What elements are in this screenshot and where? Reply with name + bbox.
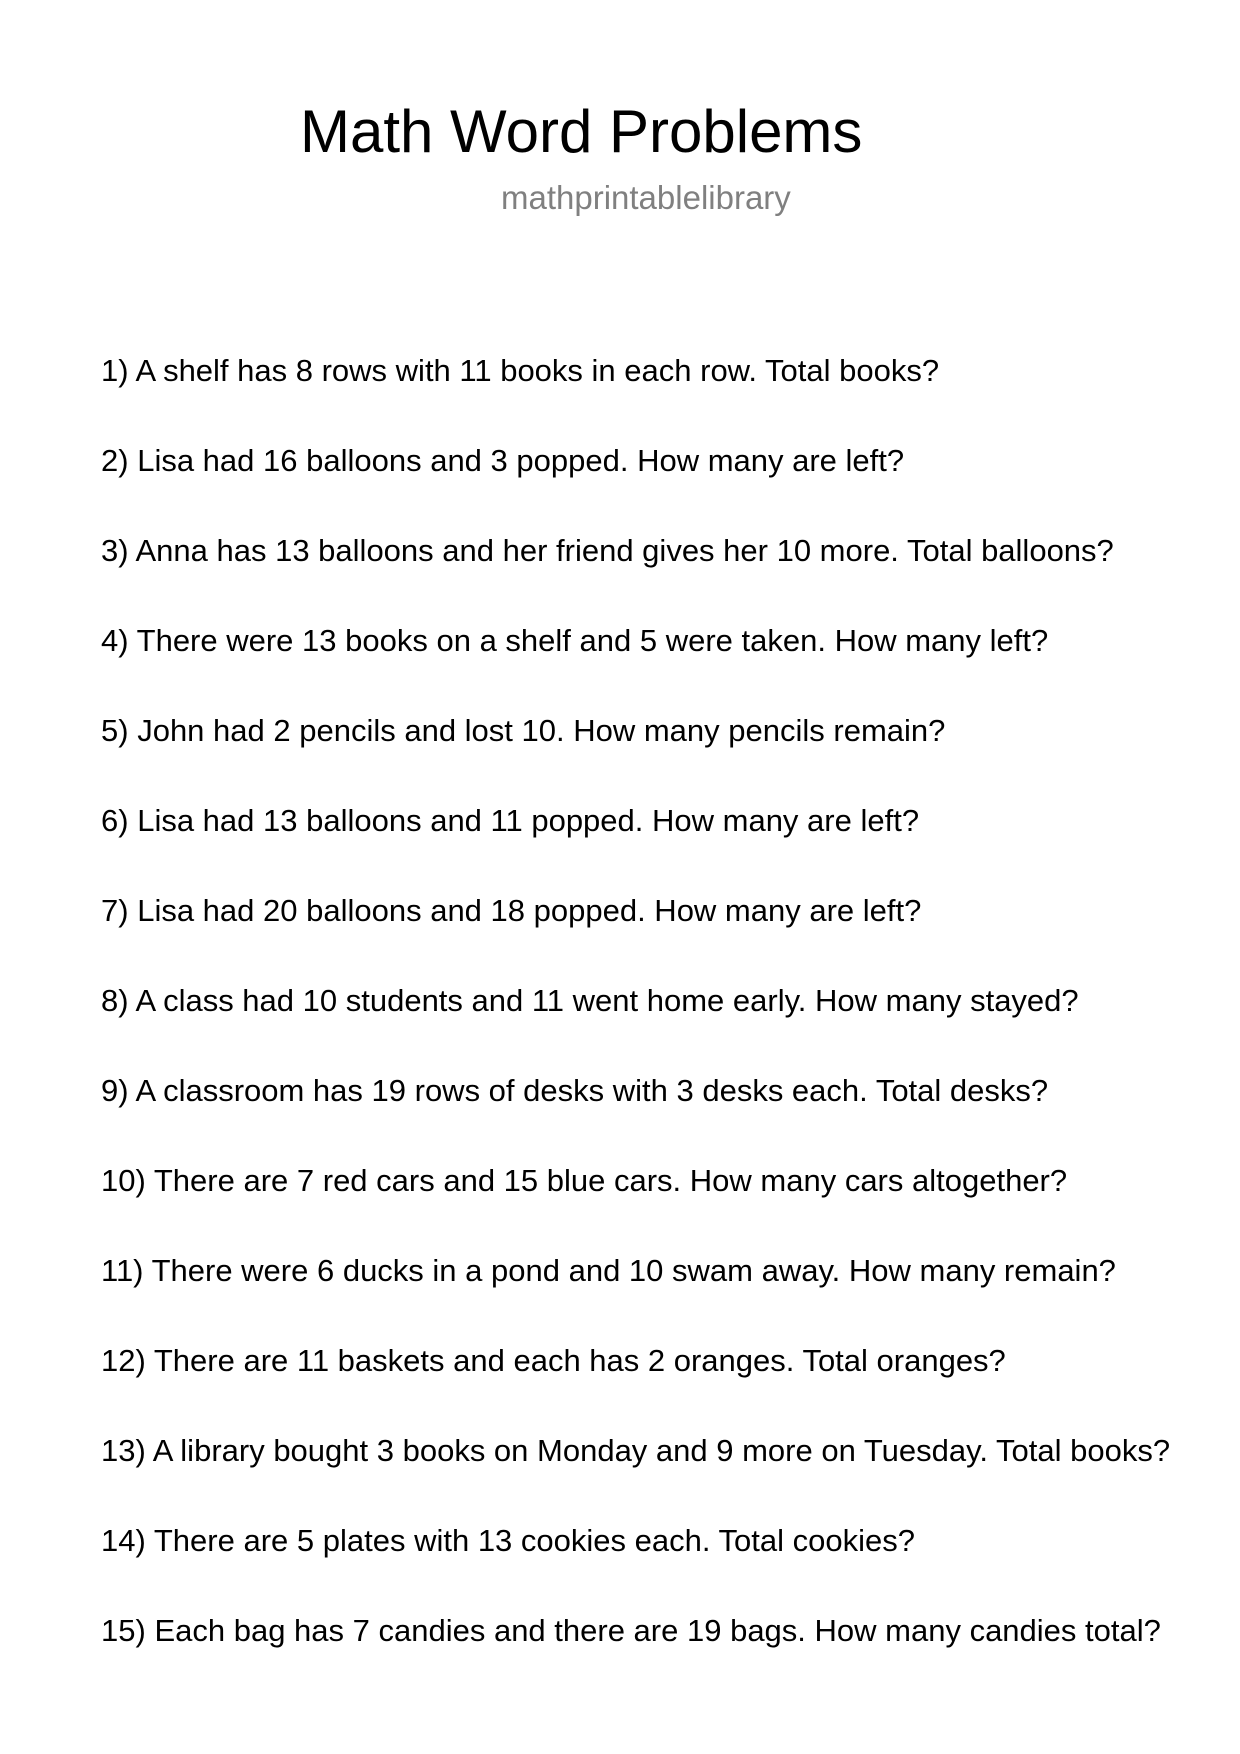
problem-text: A library bought 3 books on Monday and 9 more on Tuesday. Total books? [152,1433,1171,1468]
problem-number: 9) [101,1073,129,1108]
problem-number: 14) [101,1523,146,1558]
problem-number: 15) [101,1613,146,1648]
problem-item [101,983,1079,1019]
problem-number: 4) [101,623,129,658]
problem-text: There are 11 baskets and each has 2 oranges. Total oranges? [153,1343,1006,1378]
problem-item [101,1343,1006,1379]
problem-number: 3) [101,533,129,568]
problem-item [101,1073,1048,1109]
problem-text: A shelf has 8 rows with 11 books in each row. Total books? [135,353,940,388]
problem-number: 12) [101,1343,146,1378]
problem-item [101,1253,1116,1289]
problem-text: A class had 10 students and 11 went home early. How many stayed? [135,983,1079,1018]
problem-number: 6) [101,803,129,838]
problem-item [101,803,919,839]
problem-item [101,893,921,929]
problem-text: Lisa had 20 balloons and 18 popped. How many are left? [137,893,922,928]
problem-number: 8) [101,983,129,1018]
problem-number: 11) [101,1253,144,1288]
problem-text: Lisa had 16 balloons and 3 popped. How many are left? [137,443,905,478]
problem-text: Anna has 13 balloons and her friend gives her 10 more. Total balloons? [135,533,1114,568]
problem-text: Lisa had 13 balloons and 11 popped. How many are left? [137,803,920,838]
problem-item [101,1523,915,1559]
page-subtitle: mathprintablelibrary [501,179,791,216]
problem-number: 5) [101,713,129,748]
problem-text: Each bag has 7 candies and there are 19 bags. How many candies total? [154,1613,1161,1648]
problem-number: 13) [101,1433,146,1468]
page-title: Math Word Problems [300,98,863,165]
problem-text: John had 2 pencils and lost 10. How many pencils remain? [137,713,946,748]
problem-item [101,443,904,479]
problem-item [101,353,939,389]
problem-number: 1) [101,353,129,388]
problem-number: 7) [101,893,129,928]
problem-text: There are 5 plates with 13 cookies each. Total cookies? [153,1523,915,1558]
problem-text: There are 7 red cars and 15 blue cars. How many cars altogether? [153,1163,1068,1198]
problem-number: 2) [101,443,129,478]
problem-item [101,623,1048,659]
problem-text: There were 13 books on a shelf and 5 were taken. How many left? [136,623,1049,658]
problem-item [101,1433,1170,1469]
problem-item [101,1163,1067,1199]
problem-item [101,713,945,749]
problem-item [101,1613,1161,1649]
problem-text: A classroom has 19 rows of desks with 3 desks each. Total desks? [135,1073,1049,1108]
problem-text: There were 6 ducks in a pond and 10 swam away. How many remain? [151,1253,1116,1288]
problem-number: 10) [101,1163,146,1198]
problem-item [101,533,1114,569]
